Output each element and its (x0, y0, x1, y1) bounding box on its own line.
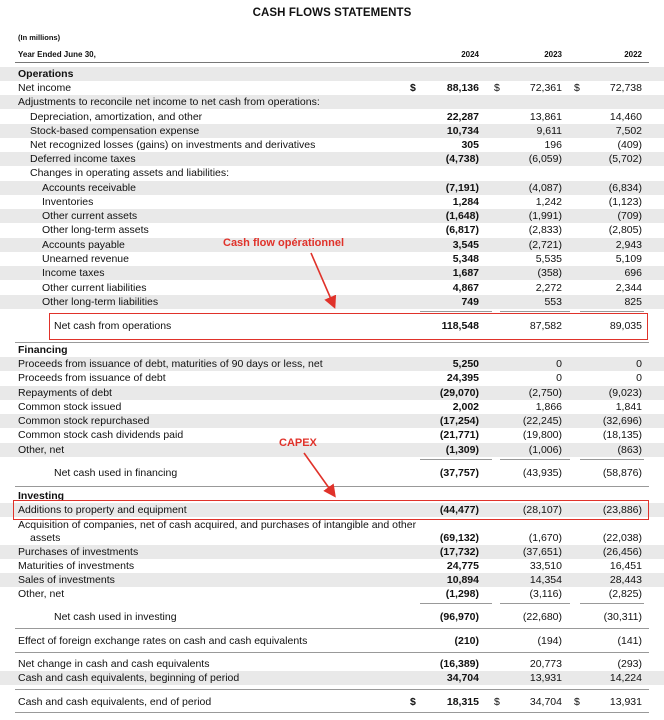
value-2024: (96,970) (439, 611, 479, 623)
value-2022: 0 (636, 358, 642, 370)
value-2022: 696 (624, 267, 642, 279)
value-2024: 5,250 (452, 358, 479, 370)
row-label-continued: assets (30, 532, 61, 544)
value-2022: (18,135) (602, 429, 642, 441)
value-2024: (37,757) (439, 467, 479, 479)
value-2024: 24,775 (446, 560, 479, 572)
row-label: Changes in operating assets and liabilities: (30, 167, 230, 179)
currency-symbol: $ (494, 696, 500, 708)
value-2024: 18,315 (446, 696, 479, 708)
value-2022: 2,943 (615, 239, 642, 251)
row-label: Common stock cash dividends paid (18, 429, 184, 441)
row-label: Unearned revenue (42, 253, 129, 265)
value-2023: 13,861 (529, 111, 562, 123)
value-2023: (19,800) (522, 429, 562, 441)
row-label: Other long-term liabilities (42, 296, 159, 308)
value-2024: 34,704 (446, 672, 479, 684)
row-label: Common stock issued (18, 401, 122, 413)
row-label: Repayments of debt (18, 387, 112, 399)
annotation-capex: CAPEX (279, 437, 317, 449)
row-label: Other, net (18, 444, 65, 456)
row-label: Net recognized losses (gains) on investments and derivatives (30, 139, 316, 151)
value-2024: (69,132) (439, 532, 479, 544)
year-2022-header: 2022 (624, 50, 642, 59)
row-label: Proceeds from issuance of debt (18, 372, 166, 384)
value-2022: (22,038) (602, 532, 642, 544)
value-2023: (358) (537, 267, 562, 279)
value-2022: (2,805) (608, 224, 642, 236)
value-2022: 2,344 (615, 282, 642, 294)
currency-symbol: $ (410, 696, 416, 708)
value-2022: (1,123) (608, 196, 642, 208)
value-2024: (210) (454, 635, 479, 647)
value-2023: 72,361 (529, 82, 562, 94)
value-2024: 10,894 (446, 574, 479, 586)
value-2024: (17,732) (439, 546, 479, 558)
row-label: Inventories (42, 196, 94, 208)
row-label: Income taxes (42, 267, 105, 279)
value-2024: (1,309) (445, 444, 479, 456)
row-label: Cash and cash equivalents, beginning of period (18, 672, 240, 684)
row-label: Net change in cash and cash equivalents (18, 658, 210, 670)
value-2023: 553 (544, 296, 562, 308)
value-2022: (409) (617, 139, 642, 151)
year-2024-header: 2024 (461, 50, 479, 59)
row-label: Common stock repurchased (18, 415, 150, 427)
value-2023: (6,059) (528, 153, 562, 165)
value-2024: 1,687 (452, 267, 479, 279)
value-2024: 118,548 (441, 320, 479, 332)
value-2023: 5,535 (535, 253, 562, 265)
value-2022: 14,224 (609, 672, 642, 684)
value-2024: 88,136 (446, 82, 479, 94)
row-label: Purchases of investments (18, 546, 139, 558)
value-2022: (863) (617, 444, 642, 456)
value-2023: 0 (556, 372, 562, 384)
currency-symbol: $ (410, 82, 416, 94)
value-2024: (17,254) (439, 415, 479, 427)
value-2022: 825 (624, 296, 642, 308)
value-2022: 0 (636, 372, 642, 384)
currency-symbol: $ (574, 696, 580, 708)
value-2024: 1,284 (452, 196, 479, 208)
row-label: Net income (18, 82, 72, 94)
value-2022: (9,023) (608, 387, 642, 399)
value-2022: 89,035 (609, 320, 642, 332)
value-2023: (194) (537, 635, 562, 647)
row-label: Other current assets (42, 210, 138, 222)
value-2022: 72,738 (609, 82, 642, 94)
value-2023: (4,087) (528, 182, 562, 194)
currency-symbol: $ (574, 82, 580, 94)
value-2023: 34,704 (529, 696, 562, 708)
value-2024: 3,545 (452, 239, 479, 251)
row-label: Accounts payable (42, 239, 125, 251)
row-label: Cash and cash equivalents, end of period (18, 696, 212, 708)
row-label: Accounts receivable (42, 182, 136, 194)
value-2024: 10,734 (446, 125, 479, 137)
value-2024: (44,477) (439, 504, 479, 516)
year-header-label: Year Ended June 30, (18, 50, 96, 59)
section-label: Financing (18, 344, 68, 356)
value-2022: (5,702) (608, 153, 642, 165)
value-2023: 33,510 (529, 560, 562, 572)
value-2023: 14,354 (529, 574, 562, 586)
value-2023: (1,670) (528, 532, 562, 544)
value-2023: 2,272 (535, 282, 562, 294)
value-2024: 2,002 (452, 401, 479, 413)
value-2023: 196 (544, 139, 562, 151)
value-2022: (58,876) (602, 467, 642, 479)
value-2022: 28,443 (609, 574, 642, 586)
value-2024: 305 (461, 139, 479, 151)
value-2022: (141) (617, 635, 642, 647)
page-title: CASH FLOWS STATEMENTS (252, 7, 412, 19)
value-2024: 24,395 (446, 372, 479, 384)
value-2024: 22,287 (446, 111, 479, 123)
value-2024: (29,070) (439, 387, 479, 399)
value-2023: 1,242 (535, 196, 562, 208)
value-2022: (23,886) (602, 504, 642, 516)
annotation-operational: Cash flow opérationnel (223, 237, 345, 249)
value-2022: 14,460 (609, 111, 642, 123)
row-label: Additions to property and equipment (18, 504, 187, 516)
value-2022: (293) (617, 658, 642, 670)
row-label: Stock-based compensation expense (30, 125, 200, 137)
row-label: Net cash used in financing (54, 467, 178, 479)
value-2022: 13,931 (609, 696, 642, 708)
value-2022: 16,451 (609, 560, 642, 572)
value-2023: 9,611 (536, 125, 562, 137)
value-2023: (2,833) (528, 224, 562, 236)
row-label: Net cash used in investing (54, 611, 177, 623)
value-2024: 749 (461, 296, 479, 308)
arrow-to-capex (304, 453, 334, 495)
value-2023: 13,931 (529, 672, 562, 684)
value-2022: (709) (617, 210, 642, 222)
row-label: Sales of investments (18, 574, 115, 586)
value-2022: 7,502 (615, 125, 642, 137)
value-2022: (30,311) (603, 611, 642, 623)
value-2023: (37,651) (522, 546, 562, 558)
value-2023: 0 (556, 358, 562, 370)
value-2024: (1,648) (445, 210, 479, 222)
row-label: Effect of foreign exchange rates on cash and cash equivalents (18, 635, 308, 647)
row-label: Adjustments to reconcile net income to net cash from operations: (18, 96, 320, 108)
value-2023: 87,582 (529, 320, 562, 332)
row-label: Deferred income taxes (30, 153, 136, 165)
value-2023: (43,935) (522, 467, 562, 479)
value-2022: (6,834) (608, 182, 642, 194)
value-2022: (32,696) (602, 415, 642, 427)
row-label: Other long-term assets (42, 224, 149, 236)
value-2023: 20,773 (529, 658, 562, 670)
value-2023: (22,680) (522, 611, 562, 623)
currency-symbol: $ (494, 82, 500, 94)
value-2024: (1,298) (445, 588, 479, 600)
value-2023: (22,245) (522, 415, 562, 427)
value-2024: (21,771) (439, 429, 479, 441)
value-2022: (2,825) (608, 588, 642, 600)
value-2023: (1,991) (528, 210, 562, 222)
value-2023: (2,721) (528, 239, 562, 251)
row-label: Other current liabilities (42, 282, 147, 294)
value-2024: 5,348 (452, 253, 479, 265)
value-2023: (28,107) (522, 504, 562, 516)
value-2024: (16,389) (439, 658, 479, 670)
row-label: Proceeds from issuance of debt, maturities of 90 days or less, net (18, 358, 323, 370)
value-2024: 4,867 (452, 282, 479, 294)
value-2024: (4,738) (445, 153, 479, 165)
arrow-to-net-ops (311, 253, 334, 306)
value-2023: (3,116) (529, 588, 562, 600)
value-2023: (2,750) (528, 387, 562, 399)
section-label: Investing (18, 490, 65, 502)
row-label: Other, net (18, 588, 65, 600)
value-2023: 1,866 (535, 401, 562, 413)
row-label: Net cash from operations (54, 320, 172, 332)
value-2023: (1,006) (528, 444, 562, 456)
row-label: Maturities of investments (18, 560, 135, 572)
value-2022: (26,456) (602, 546, 642, 558)
value-2024: (7,191) (445, 182, 479, 194)
row-label: Depreciation, amortization, and other (30, 111, 203, 123)
section-label: Operations (18, 68, 74, 80)
row-label: Acquisition of companies, net of cash acquired, and purchases of intangible and other (18, 519, 417, 531)
units-note: (In millions) (18, 33, 61, 42)
year-2023-header: 2023 (544, 50, 562, 59)
value-2022: 1,841 (615, 401, 642, 413)
value-2022: 5,109 (615, 253, 642, 265)
value-2024: (6,817) (445, 224, 479, 236)
